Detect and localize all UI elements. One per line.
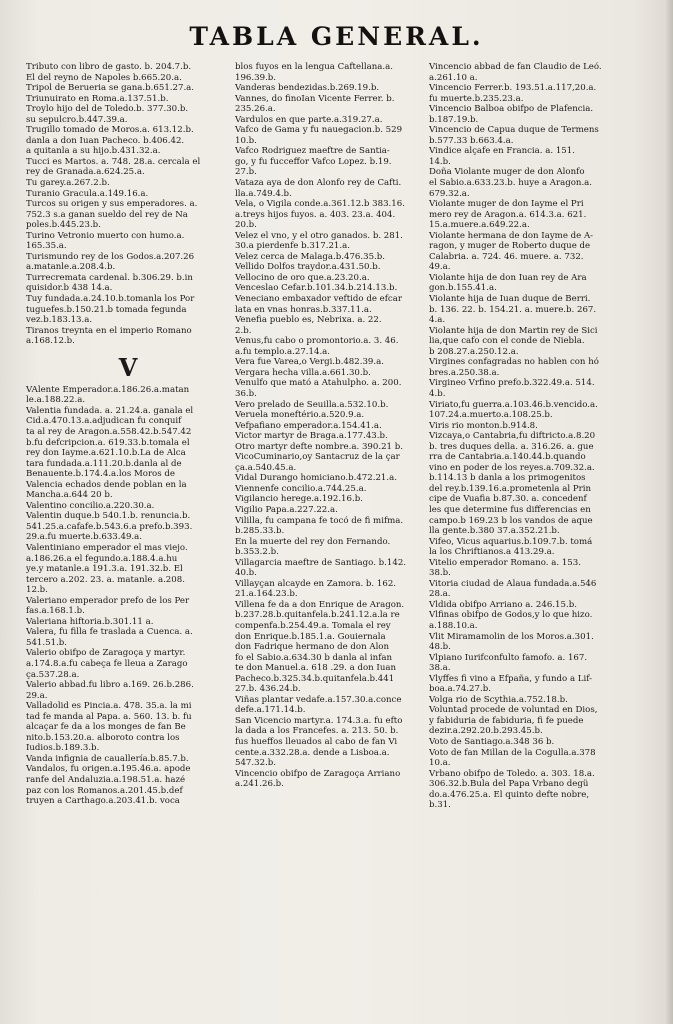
index-entry-line: tuguefes.b.150.21.b tomada fegunda	[26, 304, 187, 315]
index-entry-line: go, y fu fucceffor Vafco Lopez. b.19.	[235, 156, 392, 167]
index-entry-line: Vincencio Balboa obifpo de Plafencia.	[429, 104, 594, 115]
index-entry-line: ragon, y muger de Roberto duque de	[429, 241, 591, 252]
index-entry-line: Valeriana hiftoria.b.301.11 a.	[26, 616, 154, 627]
index-entry-line: ça.537.28.a.	[26, 669, 80, 680]
index-entry-line: 40.b.	[235, 568, 257, 579]
index-entry-line: VicoCuminario,oy Santacruz de la çar	[235, 452, 400, 463]
index-entry-line: 4.b.	[429, 388, 446, 399]
index-entry-line: vez.b.183.13.a.	[26, 315, 93, 326]
index-entry-line: ye.y matanle.a 191.3.a. 191.32.b. El	[26, 564, 183, 575]
index-entry-line: Tucci es Martos. a. 748. 28.a. cercala el	[26, 156, 201, 167]
index-entry-line: Villagarcia maeftre de Santiago. b.142.	[235, 557, 407, 568]
index-entry-line: Mancha.a.644 20 b.	[26, 490, 113, 501]
index-entry-line: Valera, fu filla fe traslada a Cuenca. a.	[26, 627, 193, 638]
index-entry-line: 38.b.	[429, 568, 451, 579]
index-entry-line: Cid.a.470.13.a.adjudican fu conquif	[26, 416, 182, 427]
index-entry-line: Venceslao Cefar.b.101.34.b.214.13.b.	[235, 283, 398, 294]
index-entry-line: Viñas plantar vedafe.a.157.30.a.conce	[235, 694, 402, 705]
index-entry-line: truyen a Carthago.a.203.41.b. voca	[26, 796, 180, 807]
index-entry-line: Valeriano emperador prefo de los Per	[26, 595, 190, 606]
index-entry-line: 107.24.a.muerto.a.108.25.b.	[429, 410, 553, 421]
index-entry-line: Valerio obifpo de Zaragoça y martyr.	[26, 648, 186, 659]
index-entry-line: Velez cerca de Malaga.b.476.35.b.	[235, 251, 386, 262]
index-entry-line: Violante hija de don Martin rey de Sici	[429, 325, 598, 336]
index-entry-line: Vincencio Ferrer.b. 193.51.a.117,20.a.	[429, 83, 597, 94]
index-entry-line: ça.a.540.45.a.	[235, 462, 297, 473]
index-entry-line: y fabiduria de fabiduria, fi fe puede	[429, 715, 584, 726]
index-entry-line: Vlit Miramamolin de los Moros.a.301.	[429, 631, 594, 642]
index-entry-line: fo el Sabio.a.634.30 b danla al infan	[235, 652, 393, 663]
index-entry-line: mero rey de Aragon.a. 614.3.a. 621.	[429, 209, 587, 220]
index-entry-line: campo.b 169.23 b los vandos de aque	[429, 515, 593, 526]
index-entry-line: Viriato,fu guerra.a.103.46.b.vencido.a.	[429, 399, 598, 410]
index-entry-line: 196.39.b.	[235, 72, 277, 83]
index-entry-line: Veruela moneftério.a.520.9.a.	[235, 410, 365, 421]
index-entry-line: 12.b.	[26, 585, 48, 596]
index-entry-line: a.matanle.a.208.4.b.	[26, 262, 116, 273]
index-entry-line: Vizcaya,o Cantabria,fu diftricto.a.8.20	[429, 431, 596, 442]
index-entry-line: 679.32.a.	[429, 188, 470, 199]
index-entry-line: 547.32.b.	[235, 758, 277, 769]
index-entry-line: Calabria. a. 724. 46. muere. a. 732.	[429, 251, 584, 262]
index-entry-line: Violante hija de don Iuan rey de Ara	[429, 272, 587, 283]
index-entry-line: Vela, o Vigila conde.a.361.12.b 383.16.	[235, 199, 405, 210]
index-column-1	[26, 62, 230, 807]
index-entry-line: Virgines confagradas no hablen con hó	[429, 357, 599, 368]
page-edge-shadow	[665, 0, 673, 1024]
index-entry-line: Vlpiano Iurifconfulto famofo. a. 167.	[429, 652, 588, 663]
index-entry-line: Tu garey.a.267.2.b.	[26, 178, 110, 189]
index-entry-line: b.285.33.b.	[235, 526, 285, 537]
index-entry-line: a quitanla a su hijo.b.431.32.a.	[26, 146, 161, 157]
index-entry-line: del rey.b.139.16.a.prometenla al Prin	[429, 483, 592, 494]
index-entry-line: Vefpafiano emperador.a.154.41.a.	[235, 420, 382, 431]
index-entry-line: Vifeo, Vicus aquarius.b.109.7.b. tomá	[429, 536, 593, 547]
index-entry-line: gon.b.155.41.a.	[429, 283, 497, 294]
index-entry-line: ta al rey de Aragon.a.558.42.b.547.42	[26, 426, 192, 437]
index-entry-line: Venefia pueblo es, Nebrixa. a. 22.	[235, 315, 382, 326]
index-column-2	[235, 62, 437, 790]
index-entry-line: 752.3 s.a ganan sueldo del rey de Na	[26, 209, 188, 220]
index-entry-line: Vindice alçafe en Francia. a. 151.	[429, 146, 575, 157]
index-entry-line: 29.a.fu muerte.b.633.49.a.	[26, 532, 143, 543]
index-entry-line: Vanda infignia de cauallería.b.85.7.b.	[26, 753, 189, 764]
index-entry-line: Vandalos, fu origen.a.195.46.a. apode	[26, 764, 191, 775]
index-entry-line: te don Manuel.a. 618 .29. a don Iuan	[235, 663, 397, 674]
index-entry-line: Iudios.b.189.3.b.	[26, 743, 100, 754]
index-entry-line: 21.a.164.23.b.	[235, 589, 298, 600]
index-entry-line: Virgineo Vrfino prefo.b.322.49.a. 514.	[429, 378, 595, 389]
section-letter: V	[118, 352, 138, 382]
index-entry-line: b. 136. 22. b. 154.21. a. muere.b. 267.	[429, 304, 597, 315]
index-entry-line: Turcos su origen y sus emperadores. a.	[26, 199, 198, 210]
index-entry-line: quisidor.b 438 14.a.	[26, 283, 113, 294]
index-entry-line: Vlyffes fi vino a Efpaña, y fundo a Lif-	[429, 673, 593, 684]
index-entry-line: a.188.10.a.	[429, 620, 478, 631]
index-entry-line: Valentin duque.b 540.1.b. renuncia.b.	[26, 511, 191, 522]
index-entry-line: Otro martyr defte nombre.a. 390.21 b.	[235, 441, 403, 452]
index-entry-line: 30.a pierdenfe b.317.21.a.	[235, 241, 350, 252]
index-entry-line: San Vicencio martyr.a. 174.3.a. fu efto	[235, 715, 403, 726]
index-entry-line: Venus,fu cabo o promontorio.a. 3. 46.	[235, 336, 399, 347]
index-entry-line: Pacheco.b.325.34.b.quitanfela.b.441	[235, 673, 395, 684]
index-entry-line: Villayçan alcayde en Zamora. b. 162.	[235, 578, 397, 589]
index-entry-line: a.treys hijos fuyos. a. 403. 23.a. 404.	[235, 209, 396, 220]
index-entry-line: Turismundo rey de los Godos.a.207.26	[26, 251, 195, 262]
index-entry-line: tad fe manda al Papa. a. 560. 13. b. fu	[26, 711, 192, 722]
index-entry-line: Vrbano obifpo de Toledo. a. 303. 18.a.	[429, 768, 595, 779]
index-entry-line: Victor martyr de Braga.a.177.43.b.	[235, 431, 388, 442]
index-entry-line: Vitelio emperador Romano. a. 153.	[429, 557, 581, 568]
index-entry-line: b.fu defcripcion.a. 619.33.b.tomala el	[26, 437, 190, 448]
index-entry-line: Voto de fan Millan de la Cogulla.a.378	[429, 747, 596, 758]
index-entry-line: a.241.26.b.	[235, 779, 284, 790]
index-entry-line: Valentia fundada. a. 21.24.a. ganala el	[26, 405, 194, 416]
index-entry-line: tara fundada.a.111.20.b.danla al de	[26, 458, 182, 469]
index-entry-line: Turanio Gracula.a.149.16.a.	[26, 188, 149, 199]
index-entry-line: 29.a.	[26, 690, 48, 701]
index-entry-line: la los Chriftianos.a 413.29.a.	[429, 547, 555, 558]
index-entry-line: Volga rio de Scythia.a.752.18.b.	[429, 694, 568, 705]
index-entry-line: Vlfinas obifpo de Godos,y lo que hizo.	[429, 610, 593, 621]
index-entry-line: compenfa.b.254.49.a. Tomala el rey	[235, 620, 391, 631]
index-entry-line: Triunuirato en Roma.a.137.51.b.	[26, 93, 169, 104]
index-entry-line: lla.a.749.4.b.	[235, 188, 292, 199]
index-entry-line: Vincencio abbad de fan Claudio de Leó.	[429, 62, 602, 72]
index-entry-line: 28.a.	[429, 589, 451, 600]
index-entry-line: Violante hermana de don Iayme de A-	[429, 230, 594, 241]
index-entry-line: tercero a.202. 23. a. matanle. a.208.	[26, 574, 185, 585]
index-entry-line: Villena fe da a don Enrique de Aragon.	[235, 599, 405, 610]
index-entry-line: vino en poder de los reyes.a.709.32.a.	[429, 462, 595, 473]
index-column-3	[429, 62, 655, 811]
index-entry-line: b. tres duques della. a. 316.26. a. gue	[429, 441, 594, 452]
index-entry-line: 235.26.a.	[235, 104, 276, 115]
index-entry-line: Valentiniano emperador el mas viejo.	[26, 542, 188, 553]
page-title: TABLA GENERAL.	[189, 22, 484, 51]
index-entry-line: Vellocino de oro que.a.23.20.a.	[235, 272, 370, 283]
index-entry-line: Vincencio de Capua duque de Termens	[429, 125, 599, 136]
index-entry-line: 14.b.	[429, 156, 451, 167]
index-entry-line: Tripol de Berueria se gana.b.651.27.a.	[26, 83, 195, 94]
index-entry-line: 4.a.	[429, 315, 446, 326]
index-entry-line: le.a.188.22.a.	[26, 395, 86, 406]
index-entry-line: Valladolid es Pincia.a. 478. 35.a. la mi	[26, 701, 192, 712]
index-entry-line: Benauente.b.174.4.a.los Moros de	[26, 469, 175, 480]
index-entry-line: Vitoria ciudad de Alaua fundada.a.546	[429, 578, 597, 589]
index-entry-line: Vldida obifpo Arriano a. 246.15.b.	[429, 599, 577, 610]
index-entry-line: a.261.10 a.	[429, 72, 478, 83]
index-entry-line: Valentino concilio.a.220.30.a.	[26, 500, 155, 511]
index-entry-line: fus hueffos lleuados al cabo de fan Vi	[235, 737, 398, 747]
index-entry-line: Vero prelado de Seuilla.a.532.10.b.	[235, 399, 389, 410]
index-entry-line: la dada a los Francefes. a. 213. 50. b.	[235, 726, 399, 737]
index-entry-line: Vafco Rodriguez maeftre de Santia-	[235, 146, 390, 157]
index-entry-line: Vataza aya de don Alonfo rey de Cafti.	[235, 178, 402, 189]
index-entry-line: Vannes, do finoIan Vicente Ferrer. b.	[235, 93, 395, 104]
index-entry-line: 49.a.	[429, 262, 451, 273]
index-entry-line: Tuy fundada.a.24.10.b.tomanla los Por	[26, 294, 195, 305]
index-entry-line: el Sabio.a.633.23.b. huye a Aragon.a.	[429, 178, 593, 189]
index-entry-line: cipe de Vuafia b.87.30. a. concedenf	[429, 494, 587, 505]
index-entry-line: Violante muger de don Iayme el Pri	[429, 199, 584, 210]
index-entry-line: 48.b.	[429, 642, 451, 653]
index-entry-line: Vera fue Varea,o Vergi.b.482.39.a.	[235, 357, 384, 368]
index-entry-line: a.168.12.b.	[26, 336, 75, 347]
index-entry-line: Voluntad procede de voluntad en Dios,	[429, 705, 598, 716]
index-entry-line: fu muerte.b.235.23.a.	[429, 93, 524, 104]
index-entry-line: Venulfo que mató a Atahulpho. a. 200.	[235, 378, 402, 389]
index-entry-line: b.353.2.b.	[235, 547, 279, 558]
index-entry-line: Vardulos en que parte.a.319.27.a.	[235, 114, 383, 125]
index-entry-line: 27.b. 436.24.b.	[235, 684, 301, 695]
index-entry-line: ranfe del Andaluzia.a.198.51.a. hazé	[26, 775, 186, 785]
index-entry-line: fas.a.168.1.b.	[26, 606, 85, 617]
index-entry-line: Vigilio Papa.a.227.22.a.	[235, 504, 338, 515]
index-entry-line: Vellido Dolfos traydor.a.431.50.b.	[235, 262, 381, 273]
index-entry-line: Vigilancio herege.a.192.16.b.	[235, 494, 363, 505]
index-entry-line: Vanderas bendezidas.b.269.19.b.	[235, 83, 380, 94]
index-entry-line: b.31.	[429, 800, 451, 811]
index-entry-line: Vincencio obifpo de Zaragoça Arriano	[235, 768, 401, 779]
index-entry-line: do.a.476.25.a. El quinto defte nobre,	[429, 789, 590, 800]
index-entry-line: Trugillo tomado de Moros.a. 613.12.b.	[26, 125, 194, 136]
index-entry-line: blos fuyos en la lengua Caftellana.a.	[235, 62, 393, 72]
index-entry-line: Tiranos treynta en el imperio Romano	[26, 325, 192, 336]
index-entry-line: 541.25.a.cafafe.b.543.6.a prefo.b.393.	[26, 521, 193, 532]
index-entry-line: Violante hija de Iuan duque de Berri.	[429, 294, 591, 305]
index-entry-line: 36.b.	[235, 388, 257, 399]
index-entry-line: Turrecremata cardenal. b.306.29. b.in	[26, 272, 193, 283]
index-entry-line: 38.a.	[429, 663, 451, 674]
index-entry-line: En la muerte del rey don Fernando.	[235, 536, 391, 547]
index-entry-line: 2.b.	[235, 325, 252, 336]
index-entry-line: Tributo con libro de gasto. b. 204.7.b.	[26, 62, 192, 72]
index-entry-line: rra de Cantabria.a.140.44.b.quando	[429, 452, 586, 463]
index-entry-line: les que determine fus differencias en	[429, 504, 591, 515]
index-entry-line: boa.a.74.27.b.	[429, 684, 491, 695]
index-entry-line: bres.a.250.38.a.	[429, 367, 500, 378]
index-entry-line: 165.35.a.	[26, 241, 67, 252]
index-entry-line: b.237.28.b.quitanfela.b.241.12.a.la re	[235, 610, 400, 621]
index-entry-line: 306.32.b.Bula del Papa Vrbano degü	[429, 779, 589, 790]
index-entry-line: dezir.a.292.20.b.293.45.b.	[429, 726, 543, 737]
index-entry-line: paz con los Romanos.a.201.45.b.def	[26, 785, 183, 796]
index-entry-line: su sepulcro.b.447.39.a.	[26, 114, 128, 125]
index-entry-line: b.187.19.b.	[429, 114, 479, 125]
index-entry-line: 15.a.muere.a.649.22.a.	[429, 220, 530, 231]
index-entry-line: Valerio abbad.fu libro a.169. 26.b.286.	[26, 680, 194, 691]
index-entry-line: lia,que cafo con el conde de Niebla.	[429, 336, 585, 347]
index-entry-line: Vidal Durango homiciano.b.472.21.a.	[235, 473, 397, 484]
index-entry-line: nito.b.153.20.a. alboroto contra los	[26, 732, 180, 743]
index-entry-line: poles.b.445.23.b.	[26, 220, 101, 231]
index-entry-line: El del reyno de Napoles b.665.20.a.	[26, 72, 182, 83]
index-entry-line: Vergara hecha villa.a.661.30.b.	[235, 367, 371, 378]
index-entry-line: b 208.27.a.250.12.a.	[429, 346, 519, 357]
index-entry-line: a.186.26.a el fegundo.a.188.4.a.hu	[26, 553, 178, 564]
index-entry-line: rey don Iayme.a.621.10.b.La de Alca	[26, 448, 186, 459]
index-entry-line: 20.b.	[235, 220, 257, 231]
index-entry-line: don Enrique.b.185.1.a. Gouiernala	[235, 631, 386, 642]
index-entry-line: defe.a.171.14.b.	[235, 705, 306, 716]
index-entry-line: alcaçar fe da a los monges de fan Be	[26, 722, 186, 733]
index-entry-line: Vililla, fu campana fe tocó de fi mifma.	[235, 515, 404, 526]
index-entry-line: lata en vnas honras.b.337.11.a.	[235, 304, 372, 315]
index-entry-line: Voto de Santiago.a.348 36 b.	[429, 737, 555, 747]
index-entry-line: danla a don Iuan Pacheco. b.406.42.	[26, 135, 185, 146]
index-entry-line: 541.51.b.	[26, 637, 68, 648]
index-entry-line: b.577.33 b.663.4.a.	[429, 135, 514, 146]
index-entry-line: Veneciano embaxador veftido de efcar	[235, 294, 402, 305]
index-entry-line: don Fadrique hermano de don Alon	[235, 642, 390, 653]
index-entry-line: Doña Violante muger de don Alonfo	[429, 167, 585, 178]
index-entry-line: Troylo hijo del de Toledo.b. 377.30.b.	[26, 104, 189, 115]
index-entry-line: 10.b.	[235, 135, 257, 146]
index-entry-line: Velez el vno, y el otro ganados. b. 281.	[235, 230, 403, 241]
index-entry-line: Viris rio monton.b.914.8.	[429, 420, 538, 431]
index-entry-line: Viennenfe concilio.a.744.25.a.	[235, 483, 367, 494]
index-entry-line: Turino Vetronio muerto con humo.a.	[26, 230, 185, 241]
index-entry-line: Vafco de Gama y fu nauegacion.b. 529	[235, 125, 403, 136]
index-entry-line: lla gente.b.380 37.a.352.21.b.	[429, 526, 560, 537]
index-entry-line: cente.a.332.28.a. dende a Lisboa.a.	[235, 747, 390, 758]
index-entry-line: rey de Granada.a.624.25.a.	[26, 167, 145, 178]
index-entry-line: 27.b.	[235, 167, 257, 178]
index-entry-line: 10.a.	[429, 758, 451, 769]
index-entry-line: b.114.13 b danla a los primogenitos	[429, 473, 586, 484]
index-entry-line: a.fu templo.a.27.14.a.	[235, 346, 331, 357]
index-entry-line: VAlente Emperador.a.186.26.a.matan	[26, 384, 190, 395]
index-entry-line: Valencia echados dende poblan en la	[26, 479, 187, 490]
index-entry-line: a.174.8.a.fu cabeça fe lleua a Zarago	[26, 658, 188, 669]
